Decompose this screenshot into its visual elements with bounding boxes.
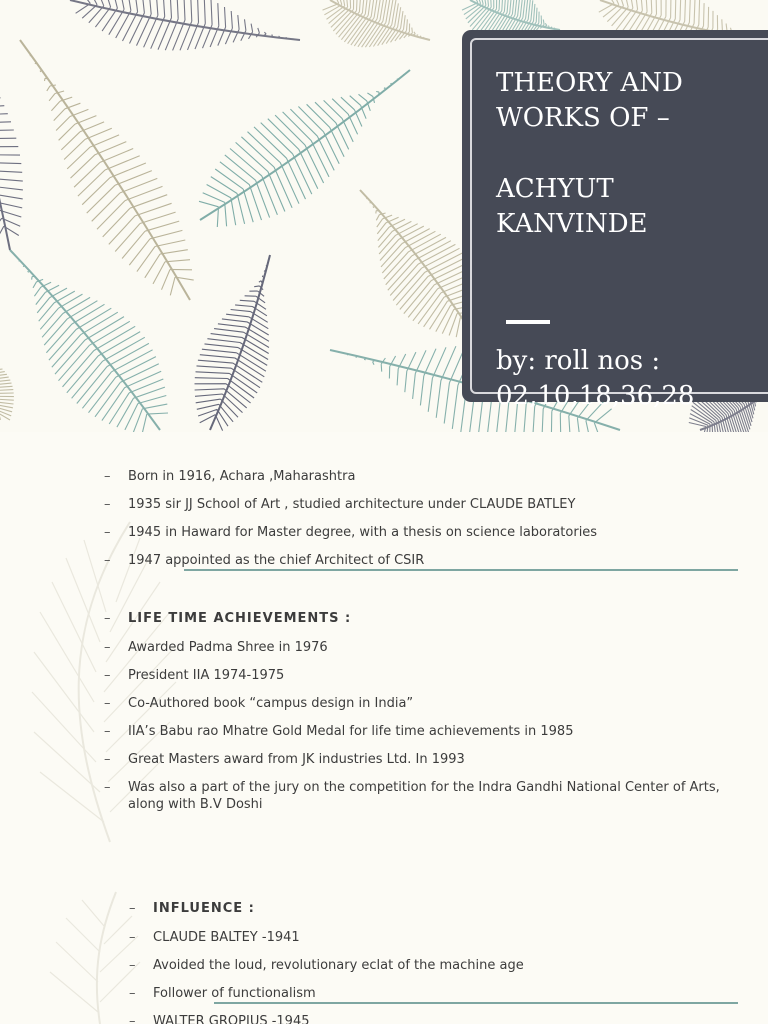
title-rule [506,320,550,324]
dash-marker: – [104,469,111,484]
dash-marker: – [104,497,111,512]
title-line-1: THEORY AND [496,68,683,98]
dash-marker: – [104,553,111,568]
list-item-text: Born in 1916, Achara ,Maharashtra [128,469,356,484]
influence-heading-text: INFLUENCE : [153,901,255,916]
list-item-text: WALTER GROPIUS -1945 [153,1014,310,1024]
feather [70,0,300,50]
list-item-text: 1945 in Haward for Master degree, with a thesis on science laboratories [128,525,598,540]
title-line-3: ACHYUT [496,174,614,204]
achievements-heading [104,610,744,627]
dash-marker: – [129,986,136,1001]
list-item-text: CLAUDE BALTEY -1941 [153,930,300,945]
list-item [104,779,744,813]
dash-marker: – [104,696,111,711]
achievements-heading-text: LIFE TIME ACHIEVEMENTS : [128,611,352,626]
dash-marker: – [104,640,111,655]
feather [20,40,194,300]
list-item [129,1013,739,1024]
dash-marker: – [129,1014,136,1024]
list-item-text: Avoided the loud, revolutionary eclat of the machine age [153,958,524,973]
list-item-text: IIA’s Babu rao Mhatre Gold Medal for life time achievements in 1985 [128,724,574,739]
section-divider [214,1002,738,1004]
list-item [104,695,744,712]
dash-marker: – [104,525,111,540]
title-gap [496,136,756,172]
list-item [104,639,744,656]
influence-slide [0,852,768,1024]
dash-marker: – [104,611,112,626]
dash-marker: – [104,668,111,683]
list-item [104,552,744,569]
influence-list [129,900,739,1024]
byline [496,344,766,414]
feather [10,250,168,432]
list-item-text: 1947 appointed as the chief Architect of CSIR [128,553,425,568]
title-slide [0,0,768,432]
list-item [104,524,744,541]
feather [0,0,23,250]
dash-marker: – [104,724,111,739]
dash-marker: – [104,780,111,795]
dash-marker: – [129,901,137,916]
list-item-text: Follower of functionalism [153,986,316,1001]
list-item [104,468,744,485]
dash-marker: – [129,958,136,973]
achievements-list [104,610,744,813]
bio-slide [0,432,768,852]
title-line-4: KANVINDE [496,209,648,239]
list-item [104,667,744,684]
feather [199,70,410,227]
presentation-title [496,66,756,242]
list-item [129,957,739,974]
dash-marker: – [129,930,136,945]
list-item [104,496,744,513]
byline-line-1: by: roll nos : [496,346,661,376]
list-item [104,751,744,768]
list-item-text: President IIA 1974-1975 [128,668,285,683]
title-line-2: WORKS OF – [496,103,670,133]
byline-line-2: 02,10,18,36,28 [496,381,695,411]
feather [195,255,271,431]
faded-feather [50,892,140,1024]
list-item [129,985,739,1002]
feather [323,0,431,47]
list-item-text: 1935 sir JJ School of Art , studied architecture under CLAUDE BATLEY [128,497,576,512]
influence-heading [129,900,739,917]
list-item-text: Co-Authored book “campus design in India” [128,696,414,711]
list-item-text: Was also a part of the jury on the competition for the Indra Gandhi National Center of Arts, along with B.V Doshi [128,780,720,812]
feather [0,330,14,427]
dash-marker: – [104,752,111,767]
section-divider [184,569,738,571]
intro-list [104,468,744,569]
list-item [129,929,739,946]
list-item-text: Awarded Padma Shree in 1976 [128,640,328,655]
list-item [104,723,744,740]
list-item-text: Great Masters award from JK industries Ltd. In 1993 [128,752,465,767]
title-box [462,30,768,411]
